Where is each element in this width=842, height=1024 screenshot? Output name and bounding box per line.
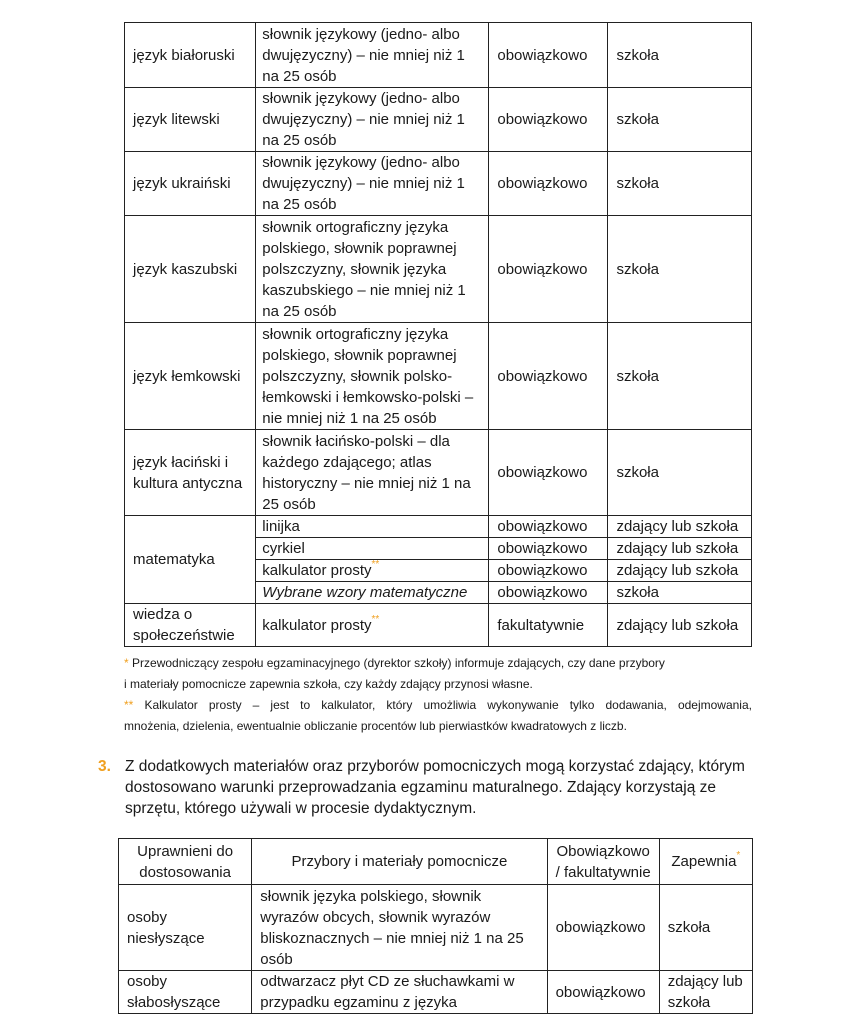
subject-cell: matematyka [125,516,256,604]
material-cell: Wybrane wzory matematyczne [256,582,489,604]
material-cell: odtwarzacz płyt CD ze słuchawkami w przypadku egzaminu z języka [252,971,547,1014]
section-number: 3. [98,758,111,775]
subject-cell: język kaszubski [125,216,256,323]
header-cell: Przybory i materiały pomocnicze [252,839,547,885]
provider-cell: zdający lub szkoła [608,538,752,560]
status-cell: obowiązkowo [489,323,608,430]
status-cell: fakultatywnie [489,604,608,647]
table-row [125,604,752,647]
footnote-marker: ** [371,613,380,625]
material-cell [256,560,489,582]
material-text: kalkulator prosty [262,616,372,634]
material-cell: cyrkiel [256,538,489,560]
who-cell: osoby niesłyszące [119,885,252,971]
material-cell: słownik językowy (jedno- albo dwujęzyczny) – nie mniej niż 1 na 25 osób [256,152,489,216]
status-cell: obowiązkowo [489,560,608,582]
provider-cell: zdający lub szkoła [608,516,752,538]
subject-cell: język ukraiński [125,152,256,216]
subject-cell: wiedza o społeczeństwie [125,604,256,647]
material-cell: słownik językowy (jedno- albo dwujęzyczny) – nie mniej niż 1 na 25 osób [256,23,489,88]
footnote-1-line: i materiały pomocnicze zapewnia szkoła, czy każdy zdający przynosi własne. [124,677,533,691]
material-cell: słownik ortograficzny języka polskiego, słownik poprawnej polszczyzny, słownik polsko-łemkowski i łemkowsko-polski – nie mniej niż 1 na 25 osób [256,323,489,430]
table-row [125,23,752,88]
table-row [125,430,752,516]
material-cell [256,604,489,647]
provider-cell: szkoła [608,23,752,88]
subject-cell: język białoruski [125,23,256,88]
status-cell: obowiązkowo [489,430,608,516]
subject-cell: język łaciński i kultura antyczna [125,430,256,516]
subject-cell: język łemkowski [125,323,256,430]
footnote-1-line [124,653,752,674]
table-row [119,971,753,1014]
provider-cell: szkoła [608,152,752,216]
provider-cell: szkoła [659,885,752,971]
status-cell: obowiązkowo [547,885,659,971]
material-cell: słownik językowy (jedno- albo dwujęzyczny) – nie mniej niż 1 na 25 osób [256,88,489,152]
material-text: kalkulator prosty [262,562,372,579]
provider-cell: szkoła [608,582,752,604]
materials-table [124,22,752,647]
footnote-2-line [124,695,752,716]
footnote-marker: ** [124,698,134,712]
table-row [125,88,752,152]
footnote-text: Przewodniczący zespołu egzaminacyjnego (dyrektor szkoły) informuje zdających, czy dane przybory [132,656,665,670]
table-row [119,885,753,971]
section-3 [98,756,758,819]
status-cell: obowiązkowo [489,538,608,560]
footnote-text: Kalkulator prosty – jest to kalkulator, który umożliwia wykonywanie tylko dodawania, odejmowania, [144,698,752,712]
material-cell: linijka [256,516,489,538]
header-cell: Obowiązkowo / fakultatywnie [547,839,659,885]
footnotes [124,653,752,737]
accommodations-table [118,838,753,1014]
status-cell: obowiązkowo [489,23,608,88]
provider-cell: zdający lub szkoła [608,560,752,582]
footnote-marker: * [124,656,129,670]
material-cell: słownik łacińsko-polski – dla każdego zdającego; atlas historyczny – nie mniej niż 1 na 25 osób [256,430,489,516]
table-row [125,516,752,538]
footnote-2-line: mnożenia, dzielenia, ewentualnie obliczanie procentów lub pierwiastków kwadratowych z liczb. [124,719,627,733]
table-row [125,152,752,216]
provider-cell: szkoła [608,430,752,516]
header-cell [659,839,752,885]
material-cell: słownik języka polskiego, słownik wyrazów obcych, słownik wyrazów bliskoznacznych – nie mniej niż 1 na 25 osób [252,885,547,971]
status-cell: obowiązkowo [489,152,608,216]
header-cell: Uprawnieni do dostosowania [119,839,252,885]
subject-cell: język litewski [125,88,256,152]
status-cell: obowiązkowo [489,88,608,152]
status-cell: obowiązkowo [489,516,608,538]
status-cell: obowiązkowo [489,582,608,604]
status-cell: obowiązkowo [547,971,659,1014]
section-text: Z dodatkowych materiałów oraz przyborów pomocniczych mogą korzystać zdający, którym dostosowano warunki przeprowadzania egzaminu maturalnego. Zdający korzystają ze sprzętu, którego używali w procesie dydaktycznym. [125,758,745,817]
provider-cell: szkoła [608,88,752,152]
header-text: Zapewnia [671,853,737,870]
table-row [125,323,752,430]
provider-cell: zdający lub szkoła [659,971,752,1014]
who-cell: osoby słabosłyszące [119,971,252,1014]
provider-cell: szkoła [608,216,752,323]
provider-cell: zdający lub szkoła [608,604,752,647]
header-row [119,839,753,885]
table-row [125,216,752,323]
footnote-marker: * [736,850,741,861]
material-cell: słownik ortograficzny języka polskiego, słownik poprawnej polszczyzny, słownik języka kaszubskiego – nie mniej niż 1 na 25 osób [256,216,489,323]
status-cell: obowiązkowo [489,216,608,323]
footnote-marker: ** [371,559,380,570]
provider-cell: szkoła [608,323,752,430]
